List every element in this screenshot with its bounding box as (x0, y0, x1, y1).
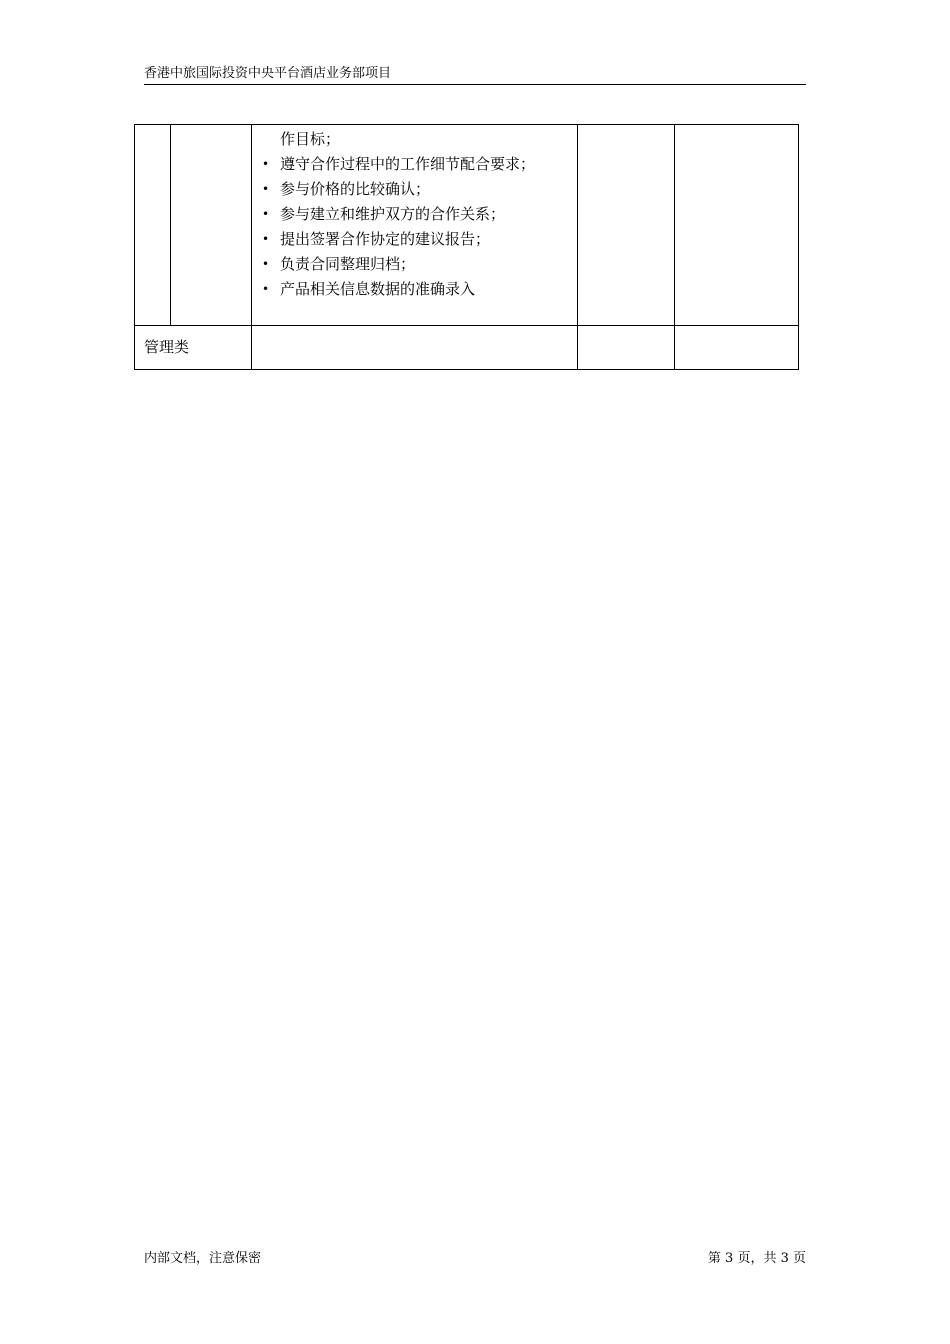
table-cell-empty-3 (578, 125, 675, 326)
list-item (260, 177, 569, 202)
duty-text: 负责合同整理归档； (280, 255, 416, 273)
table-cell-index (135, 125, 171, 325)
bullet-icon: • (262, 232, 270, 246)
footer-page-number: 第 3 页，共 3 页 (707, 1251, 806, 1266)
table-cell-position (171, 125, 251, 325)
table-cell-category (135, 326, 252, 370)
duty-text: 产品相关信息数据的准确录入 (280, 280, 476, 298)
duty-text: 参与建立和维护双方的合作关系； (280, 205, 506, 223)
bullet-icon: • (262, 282, 270, 296)
list-item (260, 202, 569, 227)
duty-list (260, 152, 569, 302)
duty-text: 提出签署合作协定的建议报告； (280, 230, 491, 248)
bullet-icon: • (262, 207, 270, 221)
bullet-icon: • (262, 157, 270, 171)
list-item (260, 252, 569, 277)
header-title: 香港中旅国际投资中央平台酒店业务部项目 (144, 66, 392, 81)
duties-table (134, 124, 799, 370)
table-cell-empty-4 (675, 125, 799, 326)
table-cell-empty-4 (675, 326, 799, 370)
list-item (260, 227, 569, 252)
footer-confidential: 内部文档，注意保密 (144, 1251, 262, 1266)
table-row (135, 326, 799, 370)
duty-text: 遵守合作过程中的工作细节配合要求； (280, 155, 536, 173)
page-header (144, 66, 806, 85)
bullet-icon: • (262, 182, 270, 196)
table-cell-duties (252, 125, 578, 326)
list-item (260, 277, 569, 302)
duty-content (252, 125, 577, 302)
table-row (135, 125, 799, 326)
table-cell-empty-2 (252, 326, 578, 370)
category-label: 管理类 (144, 338, 190, 356)
table-cell-left (135, 125, 252, 326)
inner-split-cell (135, 125, 251, 325)
table-cell-empty-3 (578, 326, 675, 370)
list-item (260, 152, 569, 177)
duty-continuation: 作目标； (280, 130, 341, 148)
duty-text: 参与价格的比较确认； (280, 180, 431, 198)
bullet-icon: • (262, 257, 270, 271)
